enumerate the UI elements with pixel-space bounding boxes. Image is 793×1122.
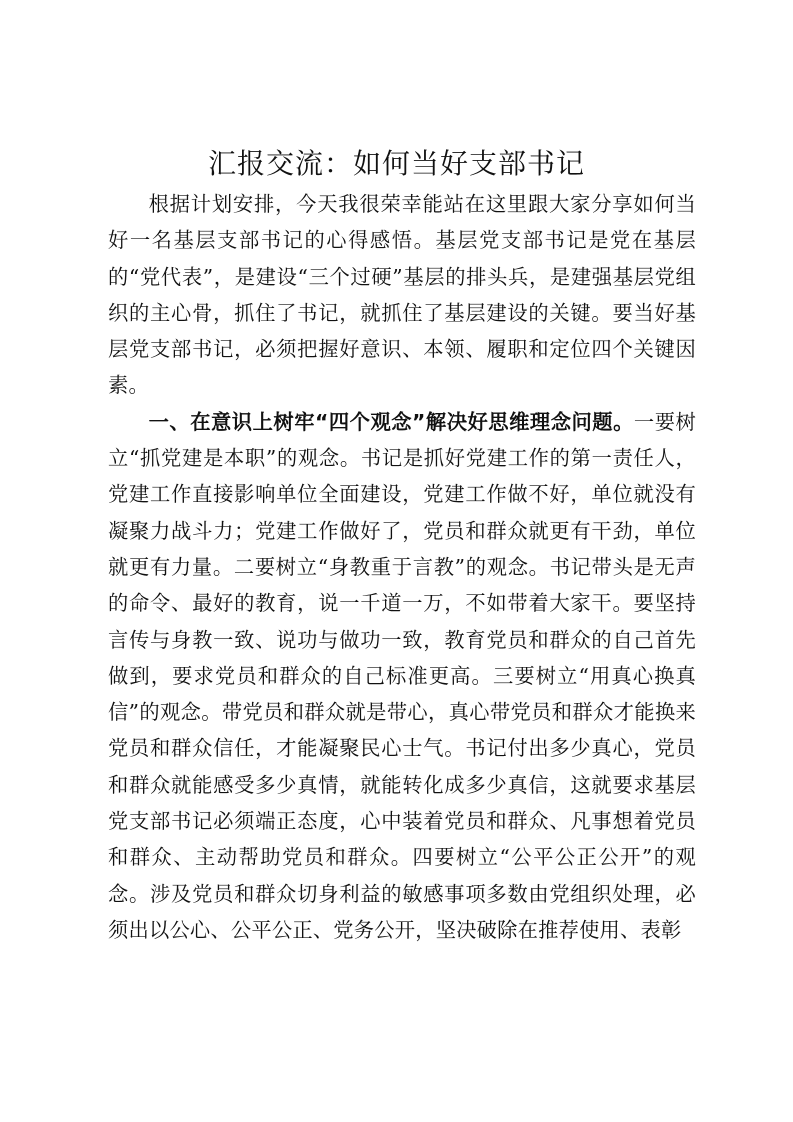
document-body	[108, 186, 696, 948]
section-1-body: 一要树立“抓党建是本职”的观念。书记是抓好党建工作的第一责任人，党建工作直接影响单位全面建设，党建工作做不好，单位就没有凝聚力战斗力；党建工作做好了，党员和群众就更有干劲，单位就更有力量。二要树立“身教重于言教”的观念。书记带头是无声的命令、最好的教育，说一千道一万，不如带着大家干。要坚持言传与身教一致、说功与做功一致，教育党员和群众的自己首先做到，要求党员和群众的自己标准更高。三要树立“用真心换真信”的观念。带党员和群众就是带心，真心带党员和群众才能换来党员和群众信任，才能凝聚民心士气。书记付出多少真心，党员和群众就能感受多少真情，就能转化成多少真信，这就要求基层党支部书记必须端正态度，心中装着党员和群众、凡事想着党员和群众、主动帮助党员和群众。四要树立“公平公正公开”的观念。涉及党员和群众切身利益的敏感事项多数由党组织处理，必须出以公心、公平公正、党务公开，坚决破除在推荐使用、表彰	[108, 409, 696, 942]
page-title: 汇报交流：如何当好支部书记	[207, 147, 585, 180]
section-1-paragraph	[108, 404, 696, 948]
section-1-heading: 一、在意识上树牢“四个观念”解决好思维理念问题。	[148, 409, 634, 434]
intro-paragraph: 根据计划安排，今天我很荣幸能站在这里跟大家分享如何当好一名基层支部书记的心得感悟。基层党支部书记是党在基层的“党代表”，是建设“三个过硬”基层的排头兵，是建强基层党组织的主心骨，抓住了书记，就抓住了基层建设的关键。要当好基层党支部书记，必须把握好意识、本领、履职和定位四个关键因素。	[108, 192, 696, 398]
